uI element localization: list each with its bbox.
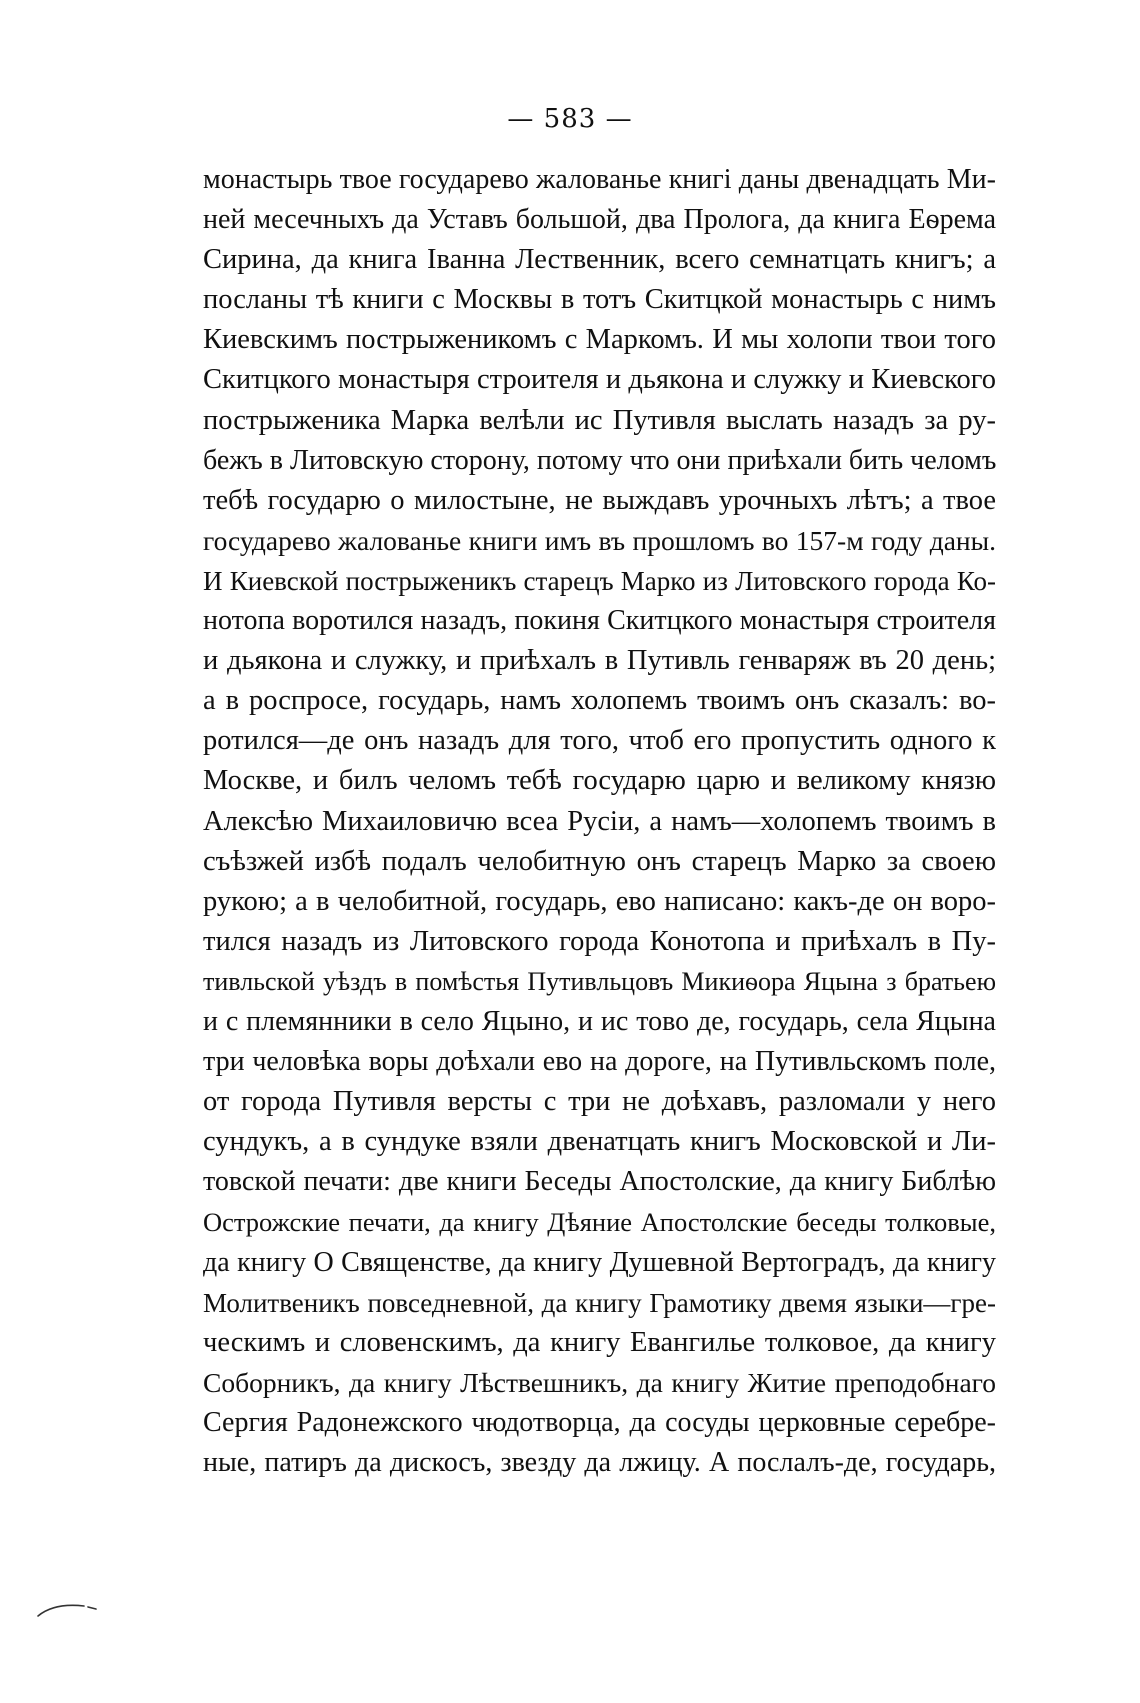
text-line: Скитцкого монастыря строителя и дьякона и служку и Киевского — [203, 364, 996, 396]
text-line: бежъ в Литовскую сторону, потому что они приѣхали бить челомъ — [203, 444, 997, 476]
text-line: государево жалованье книги имъ въ прошломъ во 157-м году даны. — [203, 524, 996, 556]
body-text — [203, 160, 996, 1483]
text-line: Сирина, да книга Іванна Лественник, всего семнатцать книгъ; а — [203, 244, 996, 276]
text-line: нотопа воротился назадъ, покиня Скитцкого монастыря строителя — [203, 605, 996, 637]
text-line: Киевскимъ пострыженикомъ с Маркомъ. И мы холопи твои того — [203, 324, 996, 356]
text-line: Молитвеникъ повседневной, да книгу Грамотику двемя языки—гре- — [203, 1287, 996, 1318]
text-line: посланы тѣ книги с Москвы в тотъ Скитцкой монастырь с нимъ — [203, 284, 996, 316]
text-line: сундукъ, а в сундуке взяли двенатцать книгъ Московской и Ли- — [203, 1126, 996, 1158]
text-line: ротился—де онъ назадъ для того, чтоб его пропустить одного к — [203, 725, 996, 757]
text-line: ней месечныхъ да Уставъ большой, два Пролога, да книга Еѳрема — [203, 204, 996, 236]
text-line: Москве, и билъ челомъ тебѣ государю царю и великому князю — [203, 765, 996, 797]
text-line: Алексѣю Михаиловичю всеа Русіи, а намъ—холопемъ твоимъ в — [203, 805, 996, 837]
text-line: тился назадъ из Литовского города Конотопа и приѣхалъ в Пу- — [203, 925, 996, 957]
text-line: и дьякона и служку, и приѣхалъ в Путивль генваряж въ 20 день; — [203, 645, 996, 677]
text-line: Острожские печати, да книгу Дѣяние Апостолские беседы толковые, — [203, 1207, 996, 1238]
text-line: ные, патиръ да дискосъ, звезду да лжицу. А послалъ-де, государь, — [203, 1447, 996, 1478]
text-line: пострыженика Марка велѣли ис Путивля выслать назадъ за ру- — [203, 404, 996, 436]
text-line: тивльской уѣздъ в помѣстья Путивльцовъ Микиѳора Яцына з братьею — [203, 966, 996, 996]
text-line: а в роспросе, государь, намъ холопемъ твоимъ онъ сказалъ: во- — [203, 685, 996, 717]
text-line: от города Путивля версты с три не доѣхавъ, разломали у него — [203, 1086, 996, 1118]
text-line: Сергия Радонежского чюдотворца, да сосуды церковные серебре- — [203, 1406, 996, 1438]
text-line: и с племянники в село Яцыно, и ис тово де, государь, села Яцына — [203, 1005, 996, 1037]
text-line: рукою; а в челобитной, государь, ево написано: какъ-де он воро- — [203, 885, 996, 917]
text-line: И Киевской пострыженикъ старецъ Марко из Литовского города Ко- — [203, 565, 996, 596]
ink-mark-decoration — [36, 1600, 116, 1620]
text-line: ческимъ и словенскимъ, да книгу Евангилье толковое, да книгу — [203, 1326, 996, 1358]
text-line: Соборникъ, да книгу Лѣствешникъ, да книгу Житие преподобнаго — [203, 1366, 996, 1398]
text-line: съѣзжей избѣ подалъ челобитную онъ старецъ Марко за своею — [203, 845, 996, 877]
page-number: — 583 — — [507, 104, 633, 134]
text-line: три человѣка воры доѣхали ево на дороге, на Путивльскомъ поле, — [203, 1046, 996, 1078]
text-line: товской печати: две книги Беседы Апостолские, да книгу Библѣю — [203, 1166, 996, 1198]
text-line: да книгу О Священстве, да книгу Душевной Вертоградъ, да книгу — [203, 1246, 996, 1278]
text-line: тебѣ государю о милостыне, не выждавъ урочныхъ лѣтъ; а твое — [203, 484, 996, 516]
text-line: монастырь твое государево жалованье книгі даны двенадцать Ми- — [203, 164, 996, 195]
